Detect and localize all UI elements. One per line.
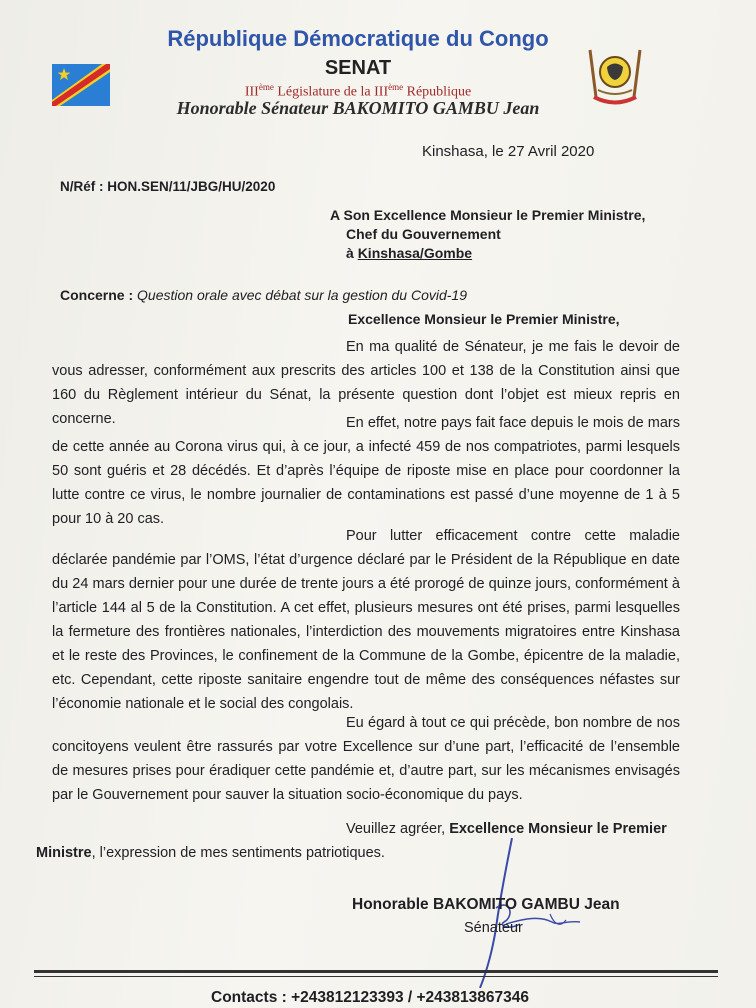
addressee-line-1: A Son Excellence Monsieur le Premier Ministre,: [330, 207, 646, 223]
signatory-title: Sénateur: [464, 920, 523, 936]
body-paragraph-3: Pour lutter efficacement contre cette maladie déclarée pandémie par l’OMS, l’état d’urgence déclaré par le Président de la République en date du 24 mars dernier pour une durée de trente jours a été prorogé de quinze jours, conformément à l’article 144 al 5 de la Constitution. A cet effet, plusieurs mesures ont été prises, parmi lesquelles la fermeture des frontières nationales, l’interdiction des mouvements migratoires entre Kinshasa et le reste des Provinces, le confinement de la Commune de la Gombe, épicentre de la maladie, etc. Cependant, cette riposte sanitaire engendre tout de même des conséquences néfastes sur l’économie nationale et le social des congolais.: [52, 528, 680, 712]
legislature-line: IIIème Législature de la IIIème République: [244, 82, 472, 100]
senator-title: Honorable Sénateur BAKOMITO GAMBU Jean: [176, 98, 540, 118]
body-paragraph-2: En effet, notre pays fait face depuis le mois de mars de cette année au Corona virus qui, à ce jour, a infecté 459 de nos compatriotes, parmi lesquels 50 sont guéris et 28 décédés. Et d’après l’équipe de riposte mise en place pour coordonner la lutte contre ce virus, le nombre journalier de contaminations est passé d’une moyenne de 1 à 5 pour 10 à 20 cas.: [52, 415, 680, 527]
footer-rule-thick: [34, 970, 718, 973]
salutation: Excellence Monsieur le Premier Ministre,: [348, 311, 620, 327]
closing-line-2: Ministre, l’expression de mes sentiments patriotiques.: [36, 845, 385, 861]
addressee-line-2: Chef du Gouvernement: [346, 226, 501, 242]
addressee-line-3: à Kinshasa/Gombe: [346, 245, 473, 261]
footer-rule-thin: [34, 976, 718, 977]
letter-date: Kinshasa, le 27 Avril 2020: [422, 143, 595, 160]
body-paragraph-4: Eu égard à tout ce qui précède, bon nombre de nos concitoyens veulent être rassurés par votre Excellence sur d’une part, l’efficacité de l’ensemble de mesures prises pour éradiquer cette pandémie et, d’autre part, sur les mécanismes envisagés par le Gouvernement pour sauver la situation socio-économique du pays.: [52, 715, 680, 803]
addressee-block: [330, 206, 645, 263]
signatory-name: Honorable BAKOMITO GAMBU Jean: [352, 896, 620, 913]
senat-title: SENAT: [324, 57, 392, 79]
contacts-footer: Contacts : +243812123393 / +243813867346: [211, 989, 529, 1006]
closing-line-1: Veuillez agréer, Excellence Monsieur le Premier: [346, 821, 667, 837]
subject-line: Concerne : Question orale avec débat sur la gestion du Covid-19: [60, 287, 467, 303]
country-title: République Démocratique du Congo: [167, 26, 549, 51]
body-paragraph-1: En ma qualité de Sénateur, je me fais le devoir de vous adresser, conformément aux prescrits des articles 100 et 138 de la Constitution ainsi que 160 du Règlement intérieur du Sénat, la présente question dont l’objet est mieux repris en concerne.: [52, 339, 680, 427]
reference-number: N/Réf : HON.SEN/11/JBG/HU/2020: [60, 179, 276, 194]
